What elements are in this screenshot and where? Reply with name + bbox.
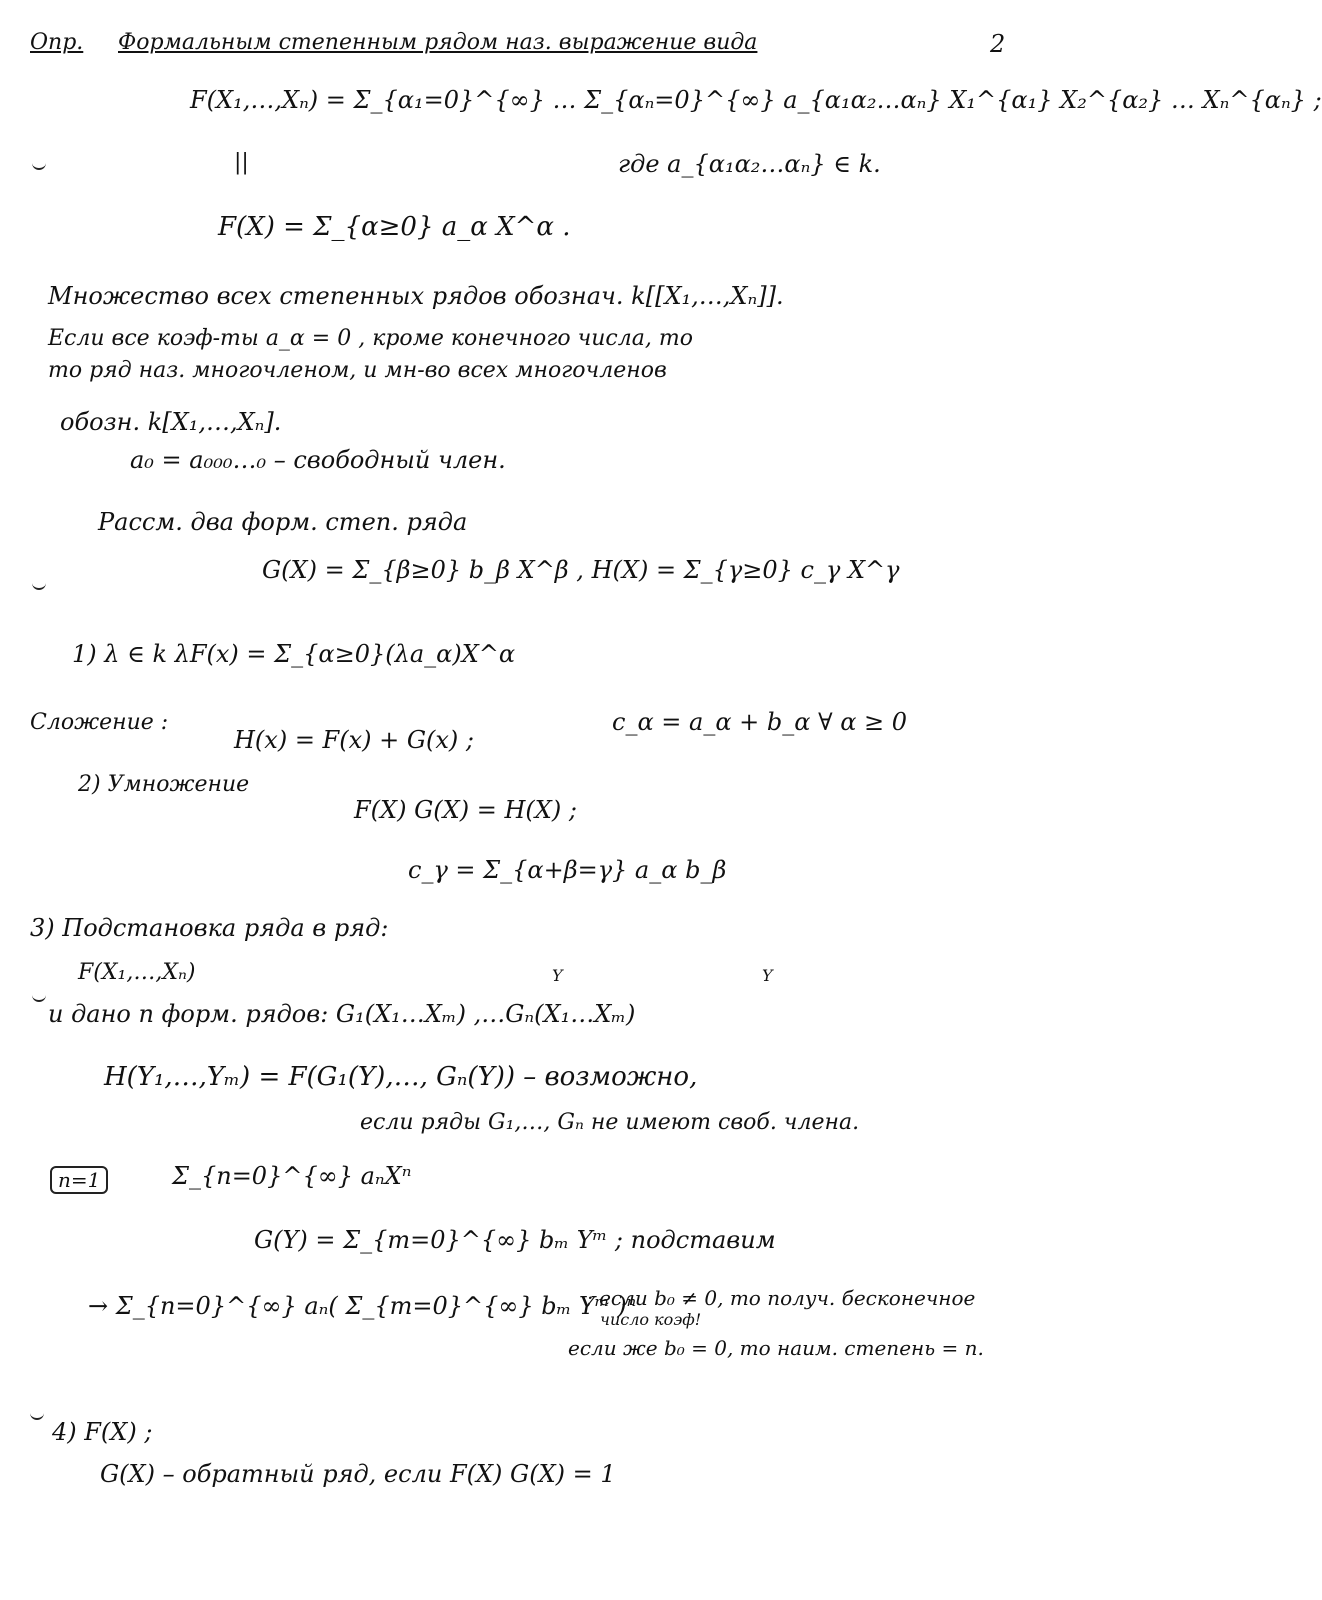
h-substitution: H(Y₁,…,Yₘ) = F(G₁(Y),…, Gₙ(Y)) – возможно, [104, 1062, 698, 1092]
addition-equation: H(x) = F(x) + G(x) ; [234, 726, 474, 754]
margin-tick [32, 990, 46, 1002]
free-term-definition: a₀ = a₀₀₀…₀ – свободный член. [130, 446, 506, 474]
addition-coefficients: c_α = a_α + b_α ∀ α ≥ 0 [612, 708, 908, 736]
definition-label: Опр. [30, 30, 84, 55]
definition-text: Формальным степенным рядом наз. выражение вида [118, 30, 758, 55]
no-free-term-condition: если ряды G₁,…, Gₙ не имеют своб. члена. [360, 1110, 860, 1135]
multiplication-equation: F(X) G(X) = H(X) ; [354, 796, 577, 824]
case-n-equals-1: n=1 [50, 1166, 108, 1194]
coefficient-domain: где a_{α₁α₂…αₙ} ∈ k. [618, 150, 881, 178]
set-of-series-notation: Множество всех степенных рядов обознач. k[[X₁,…,Xₙ]]. [48, 282, 784, 310]
given-n-series: и дано n форм. рядов: G₁(X₁…Xₘ) ,…Gₙ(X₁…Xₘ) [48, 1000, 636, 1028]
parallel-mark: || [234, 150, 249, 175]
formal-series-definition: F(X₁,…,Xₙ) = Σ_{α₁=0}^{∞} … Σ_{αₙ=0}^{∞} a_{α₁α₂…αₙ} X₁^{α₁} X₂^{α₂} … Xₙ^{αₙ} ; [190, 86, 1322, 114]
series-short-form: F(X) = Σ_{α≥0} a_α X^α . [218, 212, 571, 242]
inverse-series-definition: G(X) – обратный ряд, если F(X) G(X) = 1 [100, 1460, 616, 1488]
zero-b0-case: если же b₀ = 0, то наим. степень = n. [568, 1336, 984, 1360]
polynomial-notation: обозн. k[X₁,…,Xₙ]. [60, 408, 282, 436]
polynomial-definition-line1: Если все коэф-ты a_α = 0 , кроме конечного числа, то [48, 326, 693, 351]
margin-tick [32, 158, 46, 170]
series-in-x: Σ_{n=0}^{∞} aₙXⁿ [172, 1162, 412, 1190]
f-variables: F(X₁,…,Xₙ) [78, 960, 196, 985]
page-number: 2 [990, 30, 1006, 58]
y-mark: Y [762, 966, 773, 985]
substitution-label: 3) Подстановка ряда в ряд: [30, 914, 389, 942]
consider-two-series: Рассм. два форм. степ. ряда [98, 508, 468, 536]
composed-series: → Σ_{n=0}^{∞} aₙ( Σ_{m=0}^{∞} bₘ Yᵐ )ⁿ [88, 1292, 637, 1320]
y-mark: Y [552, 966, 563, 985]
multiplication-coefficients: c_γ = Σ_{α+β=γ} a_α b_β [408, 856, 727, 884]
addition-label: Сложение : [30, 710, 169, 735]
margin-tick [30, 1408, 44, 1420]
g-of-y-series: G(Y) = Σ_{m=0}^{∞} bₘ Yᵐ ; подставим [254, 1226, 776, 1254]
multiplication-label: 2) Умножение [78, 772, 250, 797]
g-h-series-definition: G(X) = Σ_{β≥0} b_β X^β , H(X) = Σ_{γ≥0} c_γ X^γ [262, 556, 900, 584]
margin-tick [32, 578, 46, 590]
nonzero-b0-case: ; если b₀ ≠ 0, то получ. бесконечное [586, 1286, 976, 1310]
polynomial-definition-line2: то ряд наз. многочленом, и мн-во всех многочленов [48, 358, 667, 383]
number-of-coefficients: число коэф! [600, 1310, 702, 1329]
item-four-f: 4) F(X) ; [52, 1418, 153, 1446]
scalar-multiplication: 1) λ ∈ k λF(x) = Σ_{α≥0}(λa_α)X^α [72, 640, 516, 668]
